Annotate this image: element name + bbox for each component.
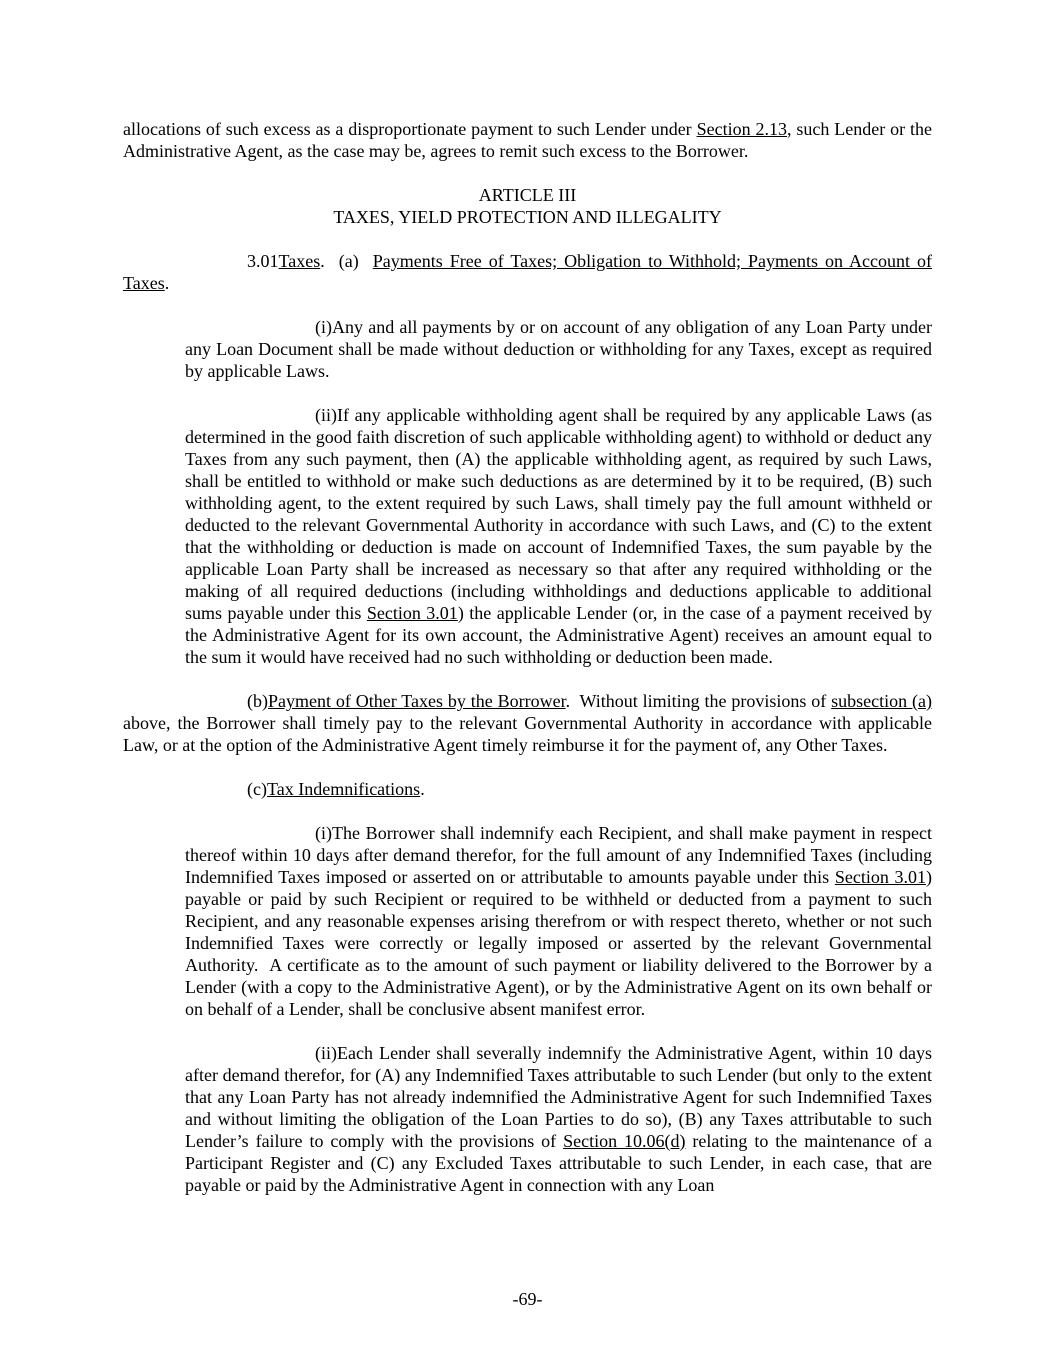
section-3-01-heading: 3.01Taxes. (a) Payments Free of Taxes; Obligation to Withhold; Payments on Account of Taxes. xyxy=(123,251,932,293)
paragraph-continuation: allocations of such excess as a disproportionate payment to such Lender under Section 2.13, such Lender or the Administrative Agent, as the case may be, agrees to remit such excess to the Borrower. xyxy=(123,119,932,161)
article-title: TAXES, YIELD PROTECTION AND ILLEGALITY xyxy=(333,207,722,227)
clause-c: (c)Tax Indemnifications. xyxy=(247,779,425,799)
page-number: -69- xyxy=(512,1289,543,1309)
clause-a-ii: (ii)If any applicable withholding agent shall be required by any applicable Laws (as determined in the good faith discretion of such applicable withholding agent) to withhold or deduct any Taxes from any such payment, then (A) the applicable withholding agent, as required by such Laws, shall be entitled to withhold or make such deductions as are determined by it to be required, (B) such withholding agent, to the extent required by such Laws, shall timely pay the full amount withheld or deducted to the relevant Governmental Authority in accordance with such Laws, and (C) to the extent that the withholding or deduction is made on account of Indemnified Taxes, the sum payable by the applicable Loan Party shall be increased as necessary so that after any required withholding or the making of all required deductions (including withholdings and deductions applicable to additional sums payable under this Section 3.01) the applicable Lender (or, in the case of a payment received by the Administrative Agent for its own account, the Administrative Agent) receives an amount equal to the sum it would have received had no such withholding or deduction been made. xyxy=(185,405,932,667)
clause-b: (b)Payment of Other Taxes by the Borrower. Without limiting the provisions of subsection (a) above, the Borrower shall timely pay to the relevant Governmental Authority in accordance with applicable Law, or at the option of the Administrative Agent timely reimburse it for the payment of, any Other Taxes. xyxy=(123,691,932,755)
clause-a-i: (i)Any and all payments by or on account of any obligation of any Loan Party under any Loan Document shall be made without deduction or withholding for any Taxes, except as required by applicable Laws. xyxy=(185,317,932,381)
clause-c-ii: (ii)Each Lender shall severally indemnify the Administrative Agent, within 10 days after demand therefor, for (A) any Indemnified Taxes attributable to such Lender (but only to the extent that any Loan Party has not already indemnified the Administrative Agent for such Indemnified Taxes and without limiting the obligation of the Loan Parties to do so), (B) any Taxes attributable to such Lender’s failure to comply with the provisions of Section 10.06(d) relating to the maintenance of a Participant Register and (C) any Excluded Taxes attributable to such Lender, in each case, that are payable or paid by the Administrative Agent in connection with any Loan xyxy=(185,1043,933,1195)
clause-c-i: (i)The Borrower shall indemnify each Recipient, and shall make payment in respect thereof within 10 days after demand therefor, for the full amount of any Indemnified Taxes (including Indemnified Taxes imposed or asserted on or attributable to amounts payable under this Section 3.01) payable or paid by such Recipient or required to be withheld or deducted from a payment to such Recipient, and any reasonable expenses arising therefrom or with respect thereto, whether or not such Indemnified Taxes were correctly or legally imposed or asserted by the relevant Governmental Authority. A certificate as to the amount of such payment or liability delivered to the Borrower by a Lender (with a copy to the Administrative Agent), or by the Administrative Agent on its own behalf or on behalf of a Lender, shall be conclusive absent manifest error. xyxy=(185,823,932,1019)
article-heading xyxy=(123,184,932,228)
article-number: ARTICLE III xyxy=(478,185,577,205)
